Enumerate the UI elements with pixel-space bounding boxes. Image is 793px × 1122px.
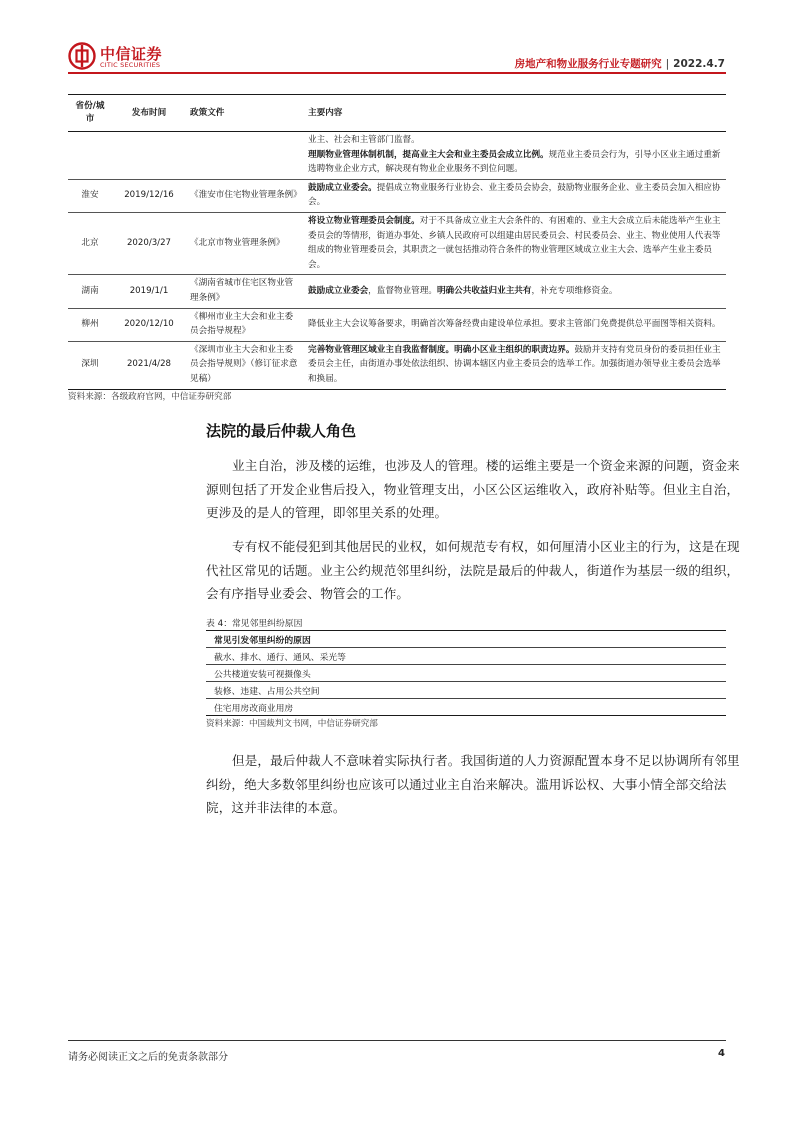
table-row: [206, 699, 726, 716]
logo-chinese-text: 中信证券: [100, 45, 163, 63]
table-row: [68, 275, 726, 308]
table4-caption: 表 4：常见邻里纠纷原因: [206, 619, 303, 629]
footer-divider: [68, 1040, 726, 1041]
body-paragraph-3: [206, 749, 746, 820]
body-paragraph-2: [206, 535, 746, 606]
content-text: ，补充专项维修资金。: [531, 285, 618, 296]
cell-date: 2020/12/10: [112, 308, 186, 341]
content-emphasis: 完善物业管理区域业主自我监督制度。: [308, 344, 455, 355]
table-row: [68, 308, 726, 341]
cell-date: [112, 132, 186, 180]
content-emphasis: 将设立物业管理委员会制度。: [308, 215, 420, 226]
policy-table: [68, 94, 726, 390]
col-header-date: 发布时间: [112, 95, 186, 132]
logo-english-text: CITIC SECURITIES: [100, 61, 161, 69]
reason-cell: 截水、排水、通行、通风、采光等: [206, 648, 726, 665]
content-text: 鼓励并支持有党员身份的委员担任业主委员会主任，由街道办事处依法组织、协调本辖区内业主委员会的选举工作。加强街道办领导业主委员会选举和换届。: [308, 344, 721, 384]
table-row: [68, 132, 726, 180]
cell-document: 《淮安市住宅物业管理条例》: [186, 179, 304, 212]
header-separator: |: [665, 58, 670, 70]
cell-city: 深圳: [68, 341, 112, 389]
content-text: 对于不具备成立业主大会条件的、有困难的、业主大会成立后未能选举产生业主委员会的等情形，街道办事处、乡镇人民政府可以组建由居民委员会、村民委员会、业主、物业使用人代表等组成的物业管理委员会，其职责之一就包括推动符合条件的物业管理区域成立业主大会、选举产生业主委员会。: [308, 215, 721, 270]
cell-content: [304, 132, 726, 180]
content-text: 规范业主委员会行为，引导小区业主通过重新选聘物业企业方式，解决现有物业企业服务不到位问题。: [308, 149, 721, 175]
body-paragraph-1: [206, 454, 746, 525]
cell-document: 《深圳市业主大会和业主委员会指导规则》（修订征求意见稿）: [186, 341, 304, 389]
cell-city: 淮安: [68, 179, 112, 212]
section-title: 法院的最后仲裁人角色: [206, 422, 357, 440]
content-text: 业主、社会和主管部门监督。: [308, 135, 420, 145]
cell-date: 2021/4/28: [112, 341, 186, 389]
paragraph-text: 但是，最后仲裁人不意味着实际执行者。我国街道的人力资源配置本身不足以协调所有邻里纠纷，绝大多数邻里纠纷也应该可以通过业主自治来解决。滥用诉讼权、大事小情全部交给法院，这并非法律的本意。: [206, 753, 740, 816]
paragraph-text: 业主自治，涉及楼的运维，也涉及人的管理。楼的运维主要是一个资金来源的问题，资金来源则包括了开发企业售后投入，物业管理支出，小区公区运维收入，政府补贴等。但业主自治，更涉及的是人的管理，即邻里关系的处理。: [206, 458, 740, 521]
table-row: [68, 341, 726, 389]
report-header: [515, 56, 725, 71]
reason-cell: 住宅用房改商业用房: [206, 699, 726, 716]
cell-city: [68, 132, 112, 180]
content-text: ，监督物业管理。: [368, 285, 437, 296]
cell-date: 2019/1/1: [112, 275, 186, 308]
reason-cell: 装修、违建、占用公共空间: [206, 682, 726, 699]
table-row: [68, 179, 726, 212]
content-text: 提倡成立物业服务行业协会、业主委员会协会，鼓励物业服务企业、业主委员会加入相应协会。: [308, 182, 721, 208]
content-emphasis: 鼓励成立业委会: [308, 285, 369, 296]
cell-document: 《柳州市业主大会和业主委员会指导规程》: [186, 308, 304, 341]
table-row: [206, 648, 726, 665]
cell-content: [304, 341, 726, 389]
report-title: 房地产和物业服务行业专题研究: [514, 58, 662, 70]
content-text: 降低业主大会议筹备要求，明确首次筹备经费由建设单位承担。要求主管部门免费提供总平面图等相关资料。: [308, 318, 721, 329]
col-header-city: 省份/城市: [68, 95, 112, 132]
cell-city: 北京: [68, 212, 112, 274]
citic-logo-icon: [68, 42, 96, 70]
cell-city: 柳州: [68, 308, 112, 341]
reasons-table-source: 资料来源：中国裁判文书网，中信证券研究部: [206, 719, 378, 729]
cell-document: 《北京市物业管理条例》: [186, 212, 304, 274]
page-number: 4: [718, 1048, 725, 1059]
cell-content: [304, 275, 726, 308]
content-emphasis: 明确公共收益归业主共有: [436, 285, 532, 296]
policy-table-source: 资料来源：各级政府官网，中信证券研究部: [68, 392, 232, 402]
citic-logo: [68, 42, 180, 72]
content-emphasis: 鼓励成立业委会。: [308, 182, 377, 193]
cell-content: [304, 179, 726, 212]
col-header-document: 政策文件: [186, 95, 304, 132]
table-row: [206, 665, 726, 682]
cell-date: 2020/3/27: [112, 212, 186, 274]
cell-city: 湖南: [68, 275, 112, 308]
cell-document: [186, 132, 304, 180]
reasons-table: [206, 630, 726, 716]
reasons-table-header-row: [206, 631, 726, 648]
disclaimer-text: 请务必阅读正文之后的免责条款部分: [68, 1052, 228, 1063]
cell-document: 《湖南省城市住宅区物业管理条例》: [186, 275, 304, 308]
content-emphasis: 明确小区业主组织的职责边界。: [454, 344, 575, 355]
cell-content: [304, 308, 726, 341]
content-emphasis: 理顺物业管理体制机制，提高业主大会和业主委员会成立比例。: [308, 149, 549, 160]
cell-content: [304, 212, 726, 274]
header-divider: [68, 72, 726, 74]
table-row: [206, 682, 726, 699]
reason-cell: 公共楼道安装可视摄像头: [206, 665, 726, 682]
reasons-table-header: 常见引发邻里纠纷的原因: [206, 631, 726, 648]
table-row: [68, 212, 726, 274]
report-date: 2022.4.7: [673, 58, 725, 70]
paragraph-text: 专有权不能侵犯到其他居民的业权，如何规范专有权，如何厘清小区业主的行为，这是在现代社区常见的话题。业主公约规范邻里纠纷，法院是最后的仲裁人，街道作为基层一级的组织，会有序指导业委会、物管会的工作。: [206, 539, 740, 602]
policy-table-header-row: [68, 95, 726, 132]
cell-date: 2019/12/16: [112, 179, 186, 212]
col-header-content: 主要内容: [304, 95, 726, 132]
